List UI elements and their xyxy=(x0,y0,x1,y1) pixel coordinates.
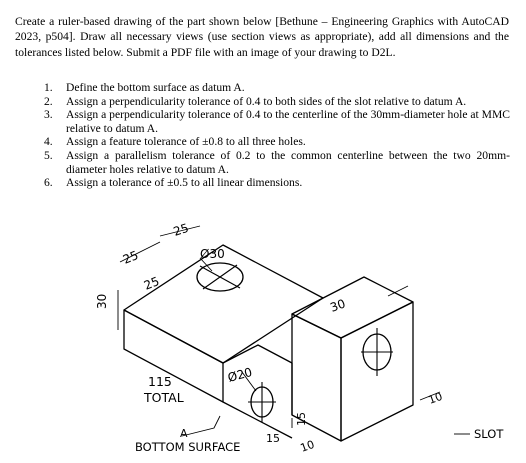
bottom-surface-label: BOTTOM SURFACE xyxy=(135,440,241,454)
dim-top-25: 25 xyxy=(171,220,191,239)
list-item-number: 1. xyxy=(44,81,53,94)
datum-letter: A xyxy=(180,427,188,440)
dim-10-right: 10 xyxy=(426,389,445,407)
bottom-edge xyxy=(223,402,292,438)
datum-leader xyxy=(182,416,220,436)
list-item-text: Assign a perpendicularity tolerance of 0.4 to the centerline of the 30mm-diameter hole at MMC relative to datum A. xyxy=(66,108,510,135)
assignment-intro: Create a ruler-based drawing of the part shown below [Bethune – Engineering Graphics with AutoCAD 2023, p504]. Draw all necessary views (use section views as appropriate), add all dimensions and the tolerances listed below. Submit a PDF file with an image of your drawing to D2L. xyxy=(15,14,509,59)
dim-front-hole: Ø20 xyxy=(226,364,254,385)
dim-left-25: 25 xyxy=(120,248,141,267)
list-item-text: Assign a feature tolerance of ±0.8 to all three holes. xyxy=(66,135,306,149)
list-item-text: Assign a parallelism tolerance of 0.2 to the common centerline between the two 20mm-diameter holes relative to datum A. xyxy=(66,148,510,176)
dim-left-30: 30 xyxy=(95,293,109,309)
dim-15-bottom: 15 xyxy=(266,432,280,445)
upright-top-face xyxy=(292,277,413,338)
part-outline xyxy=(124,245,413,441)
top-hole-centerline xyxy=(203,265,237,289)
dim-15-vertical: 15 xyxy=(295,412,308,426)
dim-top-hole: Ø30 xyxy=(200,247,225,261)
list-item-number: 2. xyxy=(44,94,53,108)
slot-label: SLOT xyxy=(474,427,504,441)
list-item-number: 5. xyxy=(44,148,53,162)
list-item-number: 3. xyxy=(44,108,53,122)
list-item-text: Assign a perpendicularity tolerance of 0.4 to both sides of the slot relative to datum A. xyxy=(66,94,467,108)
slot-edge xyxy=(223,345,292,363)
left-face xyxy=(124,310,223,402)
list-item-number: 6. xyxy=(44,176,53,190)
dim-total-word: TOTAL xyxy=(144,390,184,405)
dim-total-value: 115 xyxy=(148,374,172,389)
list-item-number: 4. xyxy=(44,135,53,149)
list-item-text: Assign a tolerance of ±0.5 to all linear dimensions. xyxy=(66,176,303,190)
list-item-text: Define the bottom surface as datum A. xyxy=(66,81,245,94)
dim-inner-25: 25 xyxy=(141,274,162,293)
dim-10-bottom: 10 xyxy=(298,437,317,455)
dim-right-30: 30 xyxy=(328,296,348,315)
